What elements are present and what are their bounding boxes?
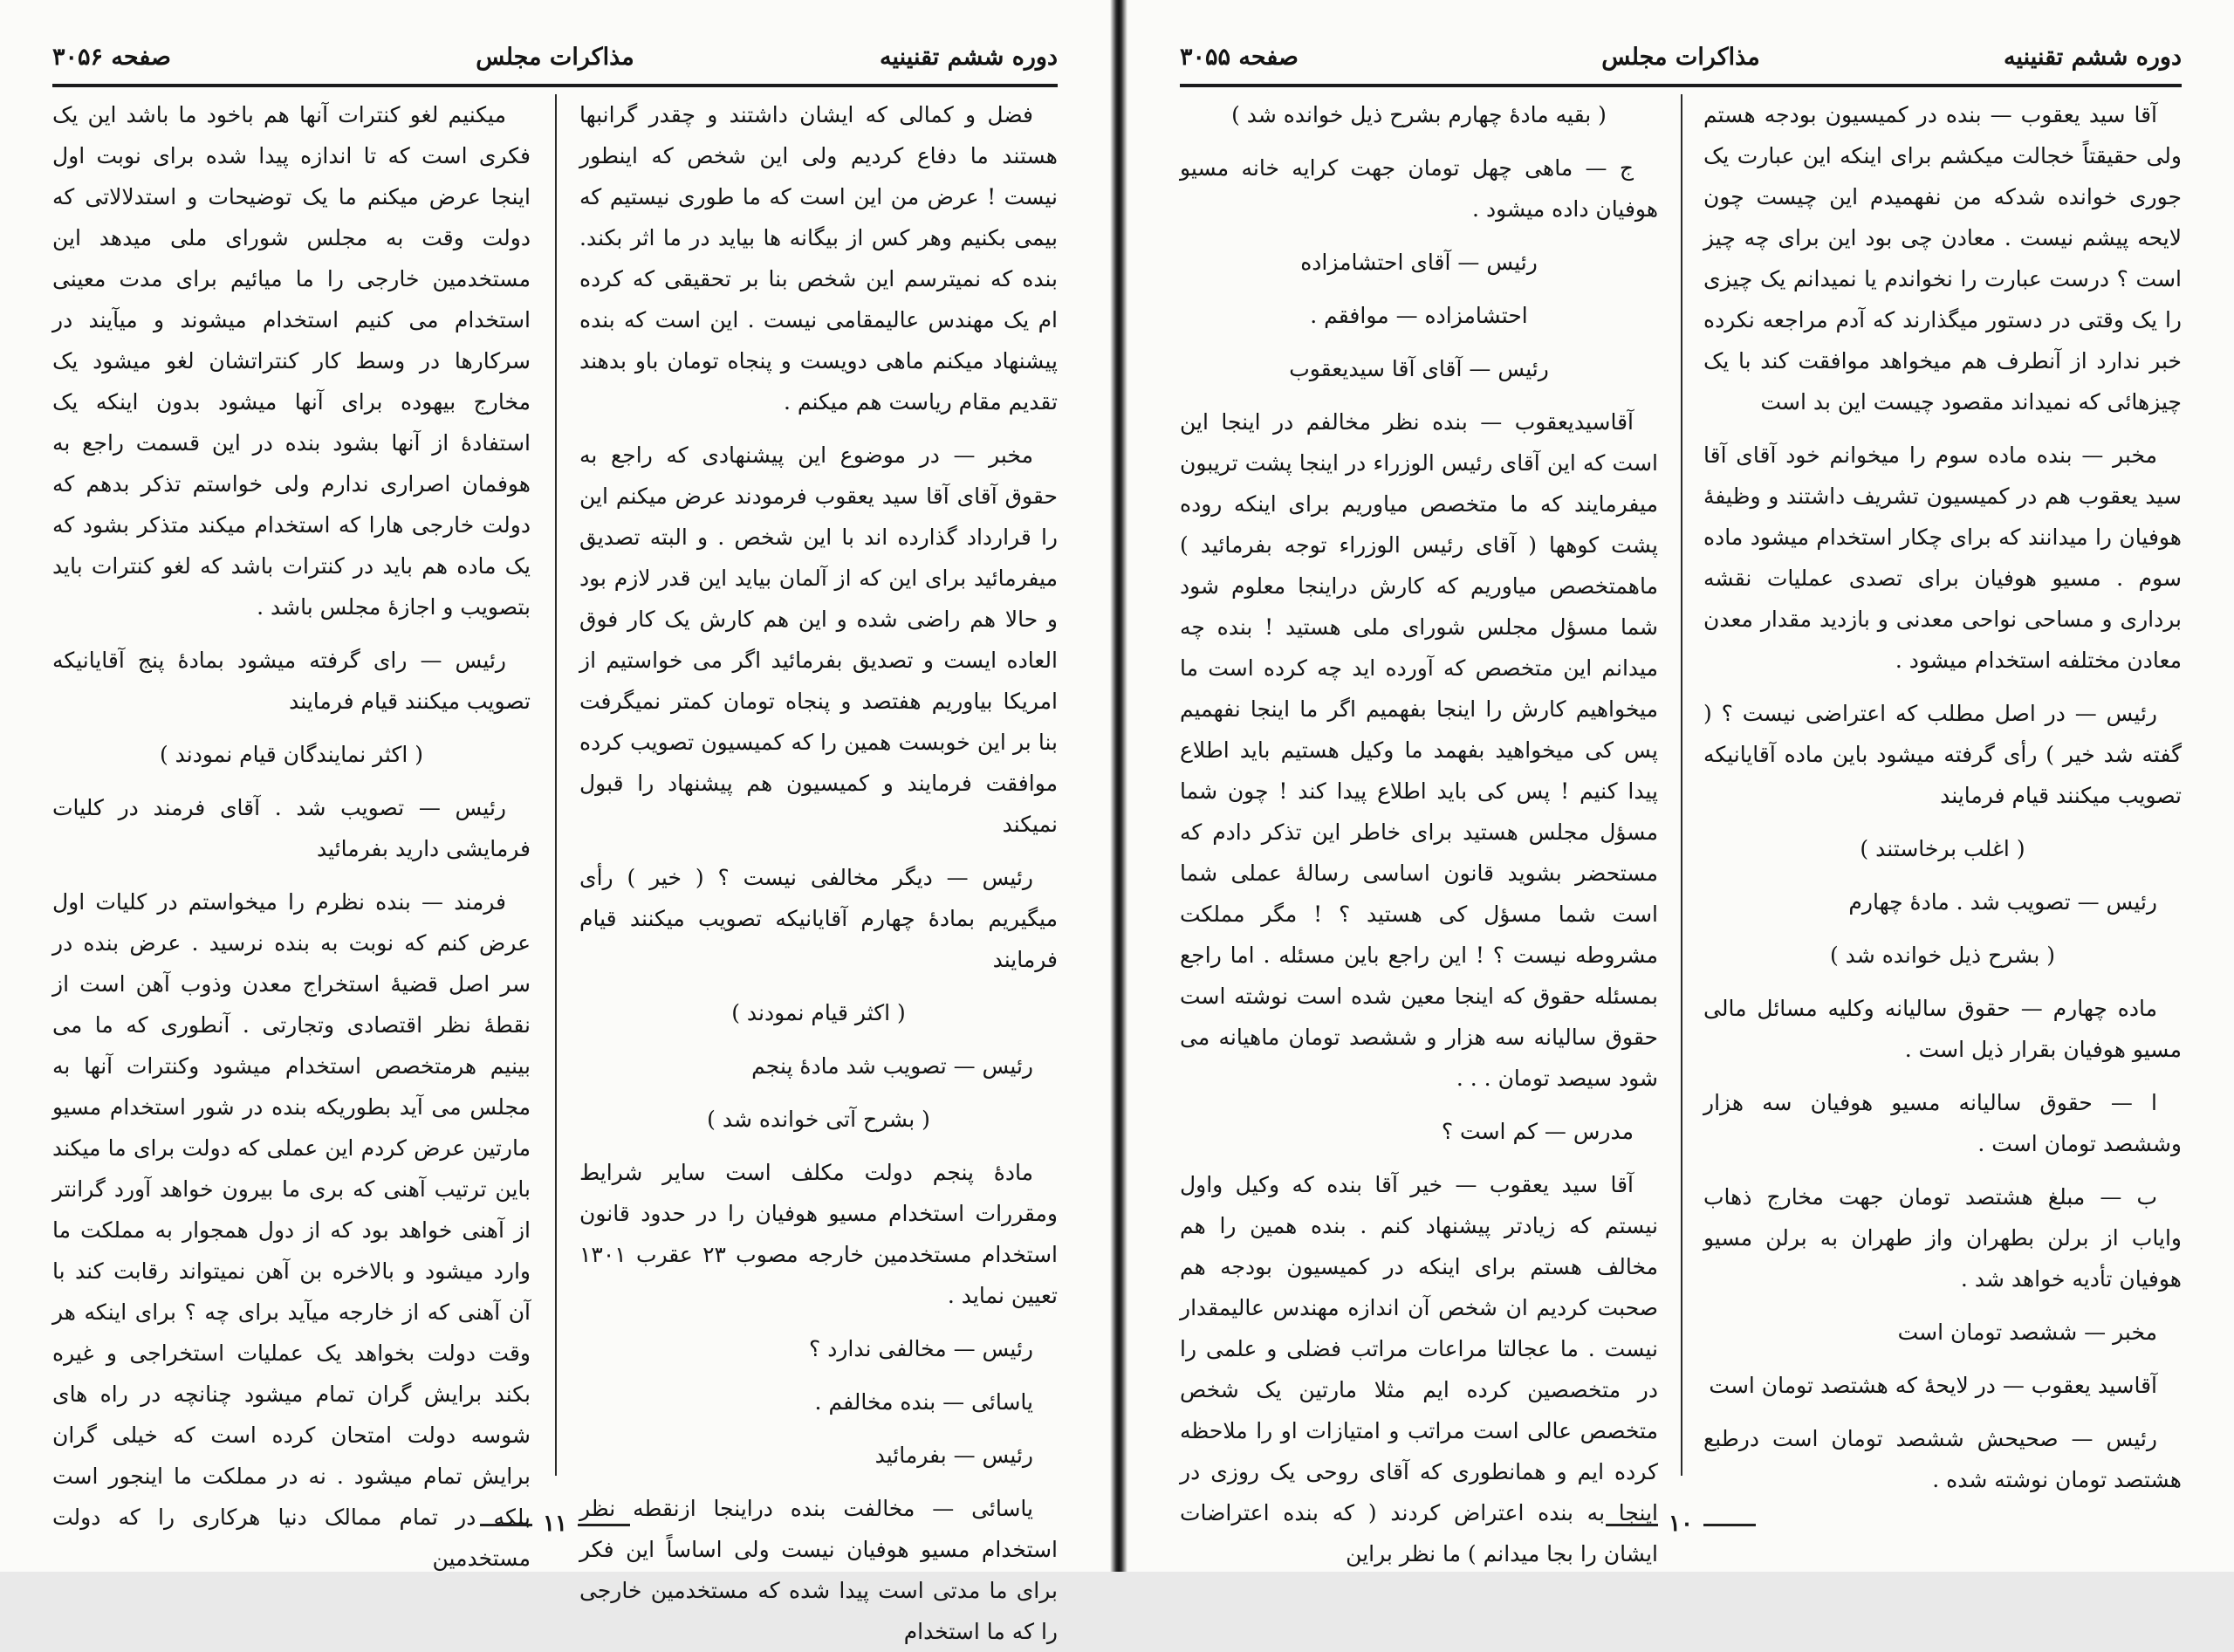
paragraph: ب — مبلغ هشتصد تومان جهت مخارج ذهاب وایاب از برلن بطهران واز طهران به برلن مسیو هوفیان تأدیه خواهد شد . — [1703, 1184, 2182, 1292]
vote-note: ( اکثر نمایندگان قیام نمودند ) — [159, 742, 424, 767]
right-page-number-label: صفحه ۳۰۵۵ — [1180, 44, 1299, 71]
left-page — [0, 0, 1110, 1644]
footer-dash — [578, 1524, 630, 1526]
paragraph: رئیس — تصویب شد . مادهٔ چهارم — [1848, 889, 2157, 915]
paragraph: ج — ماهی چهل تومان جهت کرایه خانه مسیو هوفیان داده میشود . — [1180, 155, 1658, 222]
left-page-left-column — [52, 94, 531, 1571]
paragraph: یاسائی — مخالفت بنده دراینجا ازنقطه نظر استخدام مسیو هوفیان نیست ولی اساساً این فکر برای ما مدتی است پیدا شده که مستخدمین خارجی را که ما استخدام — [579, 1496, 1058, 1644]
paragraph: رئیس — در اصل مطلب که اعتراضی نیست ؟ ( گفته شد خیر ) رأی گرفته میشود باین ماده آقایانیکه تصویب میکنند قیام فرمایند — [1703, 701, 2182, 808]
paragraph: رئیس — صحیحش ششصد تومان است درطبع هشتصد تومان نوشته شده . — [1703, 1426, 2182, 1492]
left-page-folio: ۱۱ — [543, 1511, 567, 1537]
column-divider — [1681, 94, 1682, 1476]
reading-note: ( بشرح آتی خوانده شد ) — [707, 1107, 930, 1132]
paragraph: آقا سید یعقوب — بنده در کمیسیون بودجه هستم ولی حقیقتاً خجالت میکشم برای اینکه این عبارت یک جوری خوانده شدکه من نفهمیدم این چیست چون لایحه پیشم نیست . معادن چی بود این برای چه چیز است ؟ درست عبارت را نخواندم یا نمیدانم یک چیزی را یک وقتی در دستور میگذارند که آدم مراجعه نکرده خبر ندارد از آنطرف هم میخواهد موافقت کند با یک چیزهائی که نمیداند مقصود چیست این بد است — [1703, 102, 2182, 415]
left-page-number-label: صفحه ۳۰۵۶ — [52, 44, 171, 71]
paragraph: مادهٔ پنجم دولت مکلف است سایر شرایط ومقررات استخدام مسیو هوفیان را در حدود قانون استخدام مستخدمین خارجه مصوب ۲۳ عقرب ۱۳۰۱ تعیین نماید . — [579, 1160, 1058, 1308]
paragraph: رئیس — تصویب شد . آقای فرمند در کلیات فرمایشی دارید بفرمائید — [52, 795, 531, 861]
paragraph: مخبر — بنده ماده سوم را میخوانم خود آقای آقا سید یعقوب هم در کمیسیون تشریف داشتند و وظیفهٔ هوفیان را میدانند که برای چکار استخدام میشود ماده سوم . مسیو هوفیان برای تصدی عملیات نقشه برداری و مساحی نواحی معدنی و بازدید مقدار معدن معادن مختلفه استخدام میشود . — [1703, 442, 2182, 673]
right-page-folio: ۱۰ — [1669, 1511, 1693, 1537]
footer-dash — [1606, 1524, 1658, 1526]
paragraph: یاسائی — بنده مخالفم . — [814, 1389, 1033, 1415]
paragraph: فرمند — بنده نظرم را میخواستم در کلیات اول عرض کنم که نوبت به بنده نرسید . عرض بنده در سر اصل قضیهٔ استخراج معدن وذوب آهن است از نقطهٔ نظر اقتصادی وتجارتی . آنطوری که ما می بینیم هرمتخصص استخدام میشود وکنترات آنها به مجلس می آید بطوریکه بنده در شور استخدام مسیو مارتین عرض کردم این عملی که دولت برای ما میکند باین ترتیب آهنی که بری ما بیرون خواهد آورد گرانتر از آهنی خواهد بود که از دول همجوار به مملکت ما وارد میشود و بالاخره بن آهن نمیتواند رقابت کند با آن آهنی که از خارجه میآید برای چه ؟ برای اینکه هر وقت دولت بخواهد یک عملیات استخراجی و غیره بکند برایش گران تمام میشود چنانچه در راه های شوسه دولت امتحان کرده است که خیلی گران برایش تمام میشود . نه در مملکت ما اینجور است بلکه در تمام ممالک دنیا هرکاری را که دولت مستخدمین — [52, 889, 531, 1571]
reading-note: ( بقیه مادهٔ چهارم بشرح ذیل خوانده شد ) — [1231, 102, 1607, 127]
paragraph: رئیس — آقای آقا سیدیعقوب — [1289, 356, 1549, 381]
paragraph: رئیس — دیگر مخالفی نیست ؟ ( خیر ) رأی میگیریم بمادهٔ چهارم آقایانیکه تصویب میکنند قیام فرمایند — [579, 865, 1058, 972]
paragraph: آقاسید یعقوب — در لایحهٔ که هشتصد تومان است — [1709, 1373, 2157, 1398]
paragraph: ماده چهارم — حقوق سالیانه وکلیه مسائل مالی مسیو هوفیان بقرار ذیل است . — [1703, 996, 2182, 1062]
left-page-right-column — [579, 94, 1058, 1644]
left-page-footer — [0, 1511, 1110, 1537]
right-page-right-column — [1703, 94, 2182, 1492]
paragraph: مدرس — کم است ؟ — [1441, 1119, 1634, 1144]
right-page — [1127, 0, 2234, 1572]
left-page-session-title: دوره ششم تقنینیه — [880, 44, 1058, 71]
book-gutter — [1110, 0, 1127, 1572]
paragraph: مخبر — در موضوع این پیشنهادی که راجع به حقوق آقای آقا سید یعقوب فرمودند عرض میکنم این را قرارداد گذارده اند با این شخص . و البته تصدیق میفرمائید برای این که از آلمان بیاید این قدر لازم بود و حالا هم راضی شده و این هم کارش یک کار فوق العاده ایست و تصدیق بفرمائید اگر می خواستیم از امریکا بیاوریم هفتصد و پنجاه تومان کمتر نمیگرفت بنا بر این خوبست همین را که کمیسیون تصویب کرده موافقت فرمایند و کمیسیون هم پیشنهاد را قبول نمیکند — [579, 442, 1058, 837]
footer-dash — [480, 1524, 532, 1526]
vote-note: ( اغلب برخاستند ) — [1860, 836, 2025, 861]
paragraph: مخبر — ششصد تومان است — [1897, 1320, 2157, 1345]
right-page-session-title: دوره ششم تقنینیه — [2004, 44, 2182, 71]
paragraph: فضل و کمالی که ایشان داشتند و چقدر گرانبها هستند ما دفاع کردیم ولی این شخص که اینطور نیست ! عرض من این است که ما طوری نیستیم که بیمی بکنیم وهر کس از بیگانه ها بیاید در ما اثر بکند. بنده که نمیترسم این شخص بنا بر تحقیقی که کرده ام یک مهندس عالیمقامی نیست . این است که بنده پیشنهاد میکنم ماهی دویست و پنجاه تومان باو بدهند تقدیم مقام ریاست هم میکنم . — [579, 102, 1058, 415]
reading-note: ( بشرح ذیل خوانده شد ) — [1829, 943, 2056, 968]
right-page-running-title: مذاکرات مجلس — [1601, 44, 1760, 71]
paragraph: آقاسیدیعقوب — بنده نظر مخالفم در اینجا این است که این آقای رئیس الوزراء در اینجا پشت تریبون میفرمایند که ما متخصص میاوریم برای اینکه روده پشت کوهها ( آقای رئیس الوزراء توجه بفرمائید ) ماهمتخصص میاوریم که کارش دراینجا معلوم شود شما مسؤل مجلس شورای ملی هستید ! بنده چه میدانم این متخصص که آورده اید چه کرده است ما میخواهیم کارش را اینجا بفهمیم اگر ما اینجا نفهمیم پس کی میخواهید بفهمد ما وکیل هستیم باید اطلاع پیدا کنیم ! پس کی باید اطلاع پیدا کند ! چون شما مسؤل مجلس هستید برای خاطر این تذکر دادم که مستحضر بشوید قانون اساسی رسالهٔ عملی شما است شما مسؤل کی هستید ؟ ! مگر مملکت مشروطه نیست ؟ ! این راجع باین مسئله . اما راجع بمسئله حقوق که اینجا معین شده است نوشته است حقوق سالیانه سه هزار و ششصد تومان ماهیانه می شود سیصد تومان . . . — [1180, 409, 1658, 1091]
footer-dash — [1703, 1524, 1756, 1526]
left-page-running-title: مذاکرات مجلس — [476, 44, 634, 71]
paragraph: ا — حقوق سالیانه مسیو هوفیان سه هزار وششصد تومان است . — [1703, 1090, 2182, 1156]
paragraph: رئیس — تصویب شد مادهٔ پنجم — [751, 1053, 1033, 1079]
paragraph: رئیس — مخالفی ندارد ؟ — [809, 1336, 1033, 1361]
paragraph: میکنیم لغو کنترات آنها هم باخود ما باشد این یک فکری است که تا اندازه پیدا شده برای نوبت اول اینجا عرض میکنم ما یک توضیحات و استدلالاتی که دولت وقت به مجلس شورای ملی میدهد این مستخدمین خارجی را ما میائیم برای مدت معینی استخدام می کنیم استخدام میشوند و میآیند در سرکارها در وسط کار کنتراتشان لغو میشود یک مخارج بیهوده برای آنها میشود بدون اینکه یک استفادهٔ از آنها بشود بنده در این قسمت راجع به هوفمان اصراری ندارم ولی خواستم تذکر بدهم که دولت خارجی هارا که استخدام میکند متذکر بشود که یک ماده هم باید در کنترات باشد که لغو کنترات باید بتصویب و اجازهٔ مجلس باشد . — [52, 102, 531, 620]
left-page-header — [52, 35, 1058, 87]
paragraph: احتشامزاده — موافقم . — [1310, 303, 1528, 328]
vote-note: ( اکثر قیام نمودند ) — [731, 1000, 906, 1025]
paragraph: رئیس — رای گرفته میشود بمادهٔ پنج آقایانیکه تصویب میکنند قیام فرمایند — [52, 648, 531, 714]
paragraph: رئیس — آقای احتشامزاده — [1300, 250, 1538, 275]
column-divider — [555, 94, 557, 1476]
right-page-footer — [1127, 1511, 2234, 1537]
right-page-left-column — [1180, 94, 1658, 1566]
paragraph: آقا سید یعقوب — خیر آقا بنده که وکیل واول نیستم که زیادتر پیشنهاد کنم . بنده همین را هم مخالف هستم برای اینکه در کمیسیون بودجه هم صحبت کردیم ان شخص آن اندازه مهندس عالیمقدار نیست . ما عجالتا مراعات مراتب فضلی و علمی را در متخصصین کرده ایم مثلا مارتین یک شخص متخصص عالی است مراتب و امتیازات او را ملاحظه کرده ایم و همانطوری که آقای روحی یک روزی در اینجا به بنده اعتراض کردند ( که بنده اعتراضات ایشان را بجا میدانم ) ما نظر براین — [1180, 1172, 1658, 1566]
paragraph: رئیس — بفرمائید — [874, 1443, 1033, 1468]
right-page-header — [1180, 35, 2182, 87]
